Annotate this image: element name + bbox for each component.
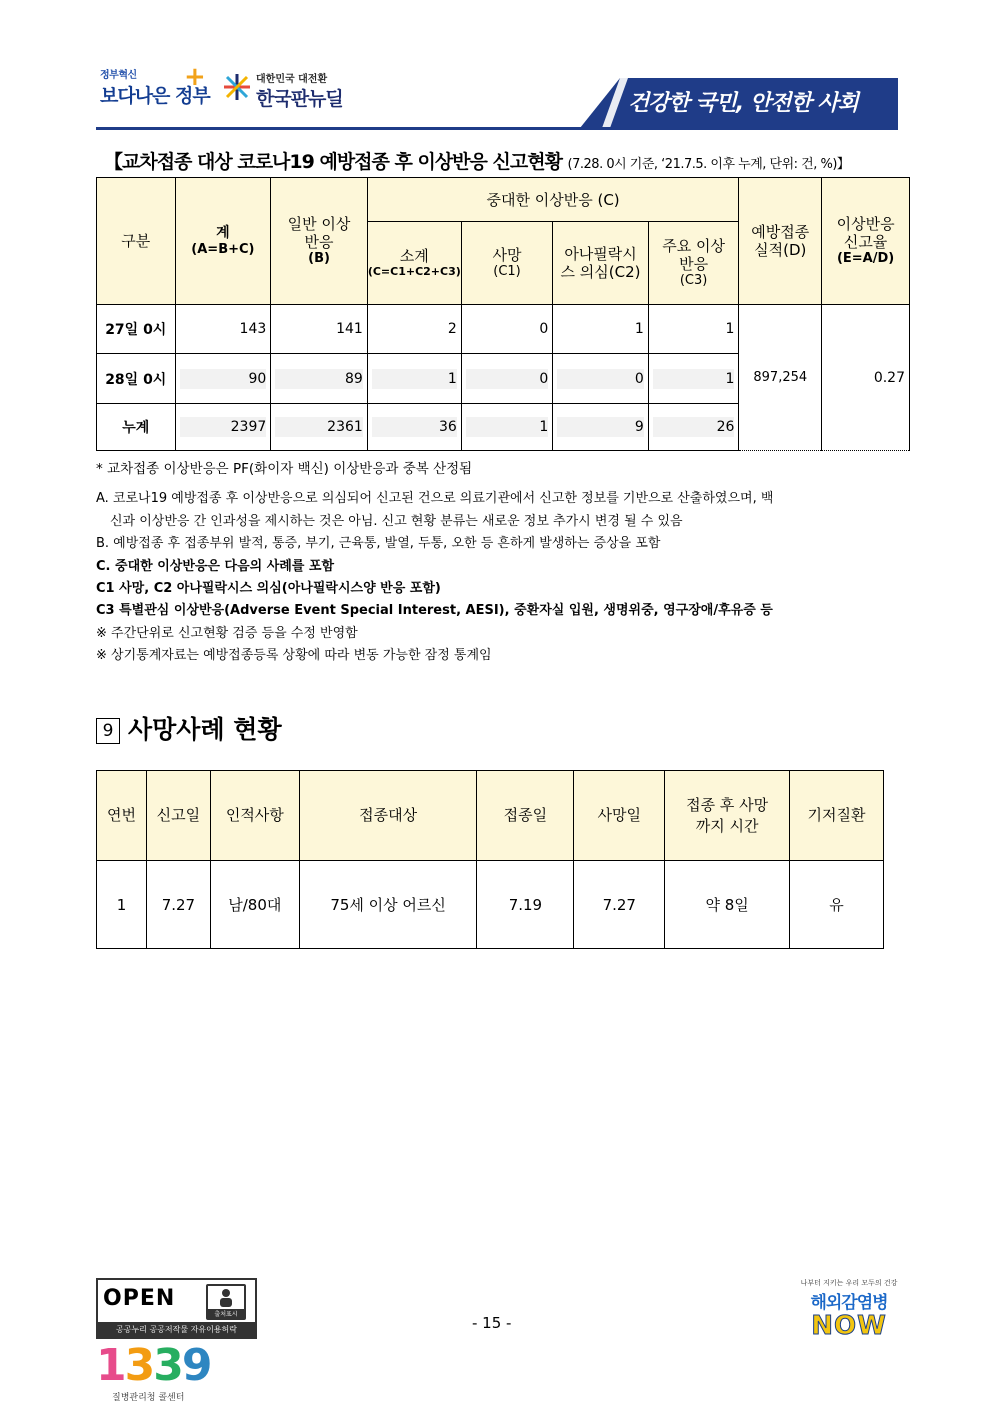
header-serial: 연번 [97, 771, 147, 861]
plus-icon: + [184, 62, 206, 92]
header-general: 일반 이상반응 (B) [271, 178, 368, 305]
table-notes: * 교차접종 이상반응은 PF(화이자 백신) 이상반응과 중복 산정됨 A. 코로나19 예방접종 후 이상반응으로 의심되어 신고된 건으로 의료기관에서 신고한 정보를 기반으로 산출하였으며, 백 신과 이상반응 간 인과성을 제시하는 것은 아님. 신고 현황 분류는 새로운 정보 추가시 변경 될 수 있음 B. 예방접종 후 접종부위 발적, 통증, 부기, 근육통, 발열, 두통, 오한 등 흔하게 발생하는 증상을 포함 C. 중대한 이상반응은 다음의 사례를 포함 C1 사망, C2 아나필락시스 의심(아나필락시스양 반응 포함) C3 특별관심 이상반응(Adverse Event Special Interest, AESI), 중환자실 입원, 생명위중, 영구장애/후유증 등 ※ 주간단위로 신고현황 검증 등을 수정 반영함 ※ 상기통계자료는 예방접종등록 상황에 따라 변동 가능한 잠정 통계임 [96, 461, 774, 664]
new-deal-star-icon [222, 72, 252, 102]
header-death: 사망 (C1) [461, 222, 552, 305]
slogan-text: 건강한 국민, 안전한 사회 [628, 91, 858, 116]
header-divider [96, 127, 898, 130]
section-9-heading: 9 사망사례 현황 [96, 710, 282, 746]
header-category: 구분 [97, 178, 176, 305]
header-major: 주요 이상반응 (C3) [648, 222, 739, 305]
hotline-1339-logo: 1339 질병관리청 콜센터 [96, 1340, 211, 1403]
overseas-infection-now-logo: 나부터 지키는 우리 모두의 건강 해외감염병 NOW [800, 1279, 898, 1341]
header-target: 접종대상 [299, 771, 477, 861]
header-anaphylaxis: 아나필락시스 의심(C2) [553, 222, 649, 305]
report-table-title: 【교차접종 대상 코로나19 예방접종 후 이상반응 신고현황 (7.28. 0시 기준, ‘21.7.5. 이후 누계, 단위: 건, %)】 [104, 151, 850, 173]
section-number-box: 9 [96, 718, 120, 744]
rate-value: 0.27 [822, 305, 910, 451]
header-vaccination-date: 접종일 [477, 771, 574, 861]
person-icon [208, 1286, 244, 1308]
open-license-badge: OPEN 출처표시 공공누리 공공저작물 자유이용허락 [96, 1278, 257, 1339]
header-underlying-disease: 기저질환 [790, 771, 884, 861]
table-row-cumulative: 누계 2397 2361 36 1 9 26 [97, 404, 910, 451]
header-subtotal: 소계 (C=C1+C2+C3) [367, 222, 461, 305]
page-number: - 15 - [472, 1314, 512, 1332]
table-row: 1 7.27 남/80대 75세 이상 어르신 7.19 7.27 약 8일 유 [97, 861, 884, 949]
vaccinated-value: 897,254 [739, 305, 822, 451]
table-row: 27일 0시 143 141 2 0 1 1 897,254 0.27 [97, 305, 910, 354]
gov-innovation-logo: 정부혁신 보다나은 정부 + [100, 62, 210, 107]
header-death-date: 사망일 [574, 771, 665, 861]
header-time-to-death: 접종 후 사망까지 시간 [665, 771, 790, 861]
death-cases-table [96, 770, 884, 949]
header-total: 계 (A=B+C) [175, 178, 271, 305]
header-report-date: 신고일 [146, 771, 210, 861]
header-vaccinated: 예방접종 실적(D) [739, 178, 822, 305]
header-serious: 중대한 이상반응 (C) [367, 178, 739, 222]
attribution-icon: 출처표시 [206, 1284, 246, 1320]
header-personal-info: 인적사항 [210, 771, 299, 861]
adverse-reaction-table [96, 177, 910, 451]
table-row: 28일 0시 90 89 1 0 0 1 [97, 354, 910, 404]
header-rate: 이상반응 신고율 (E=A/D) [822, 178, 910, 305]
